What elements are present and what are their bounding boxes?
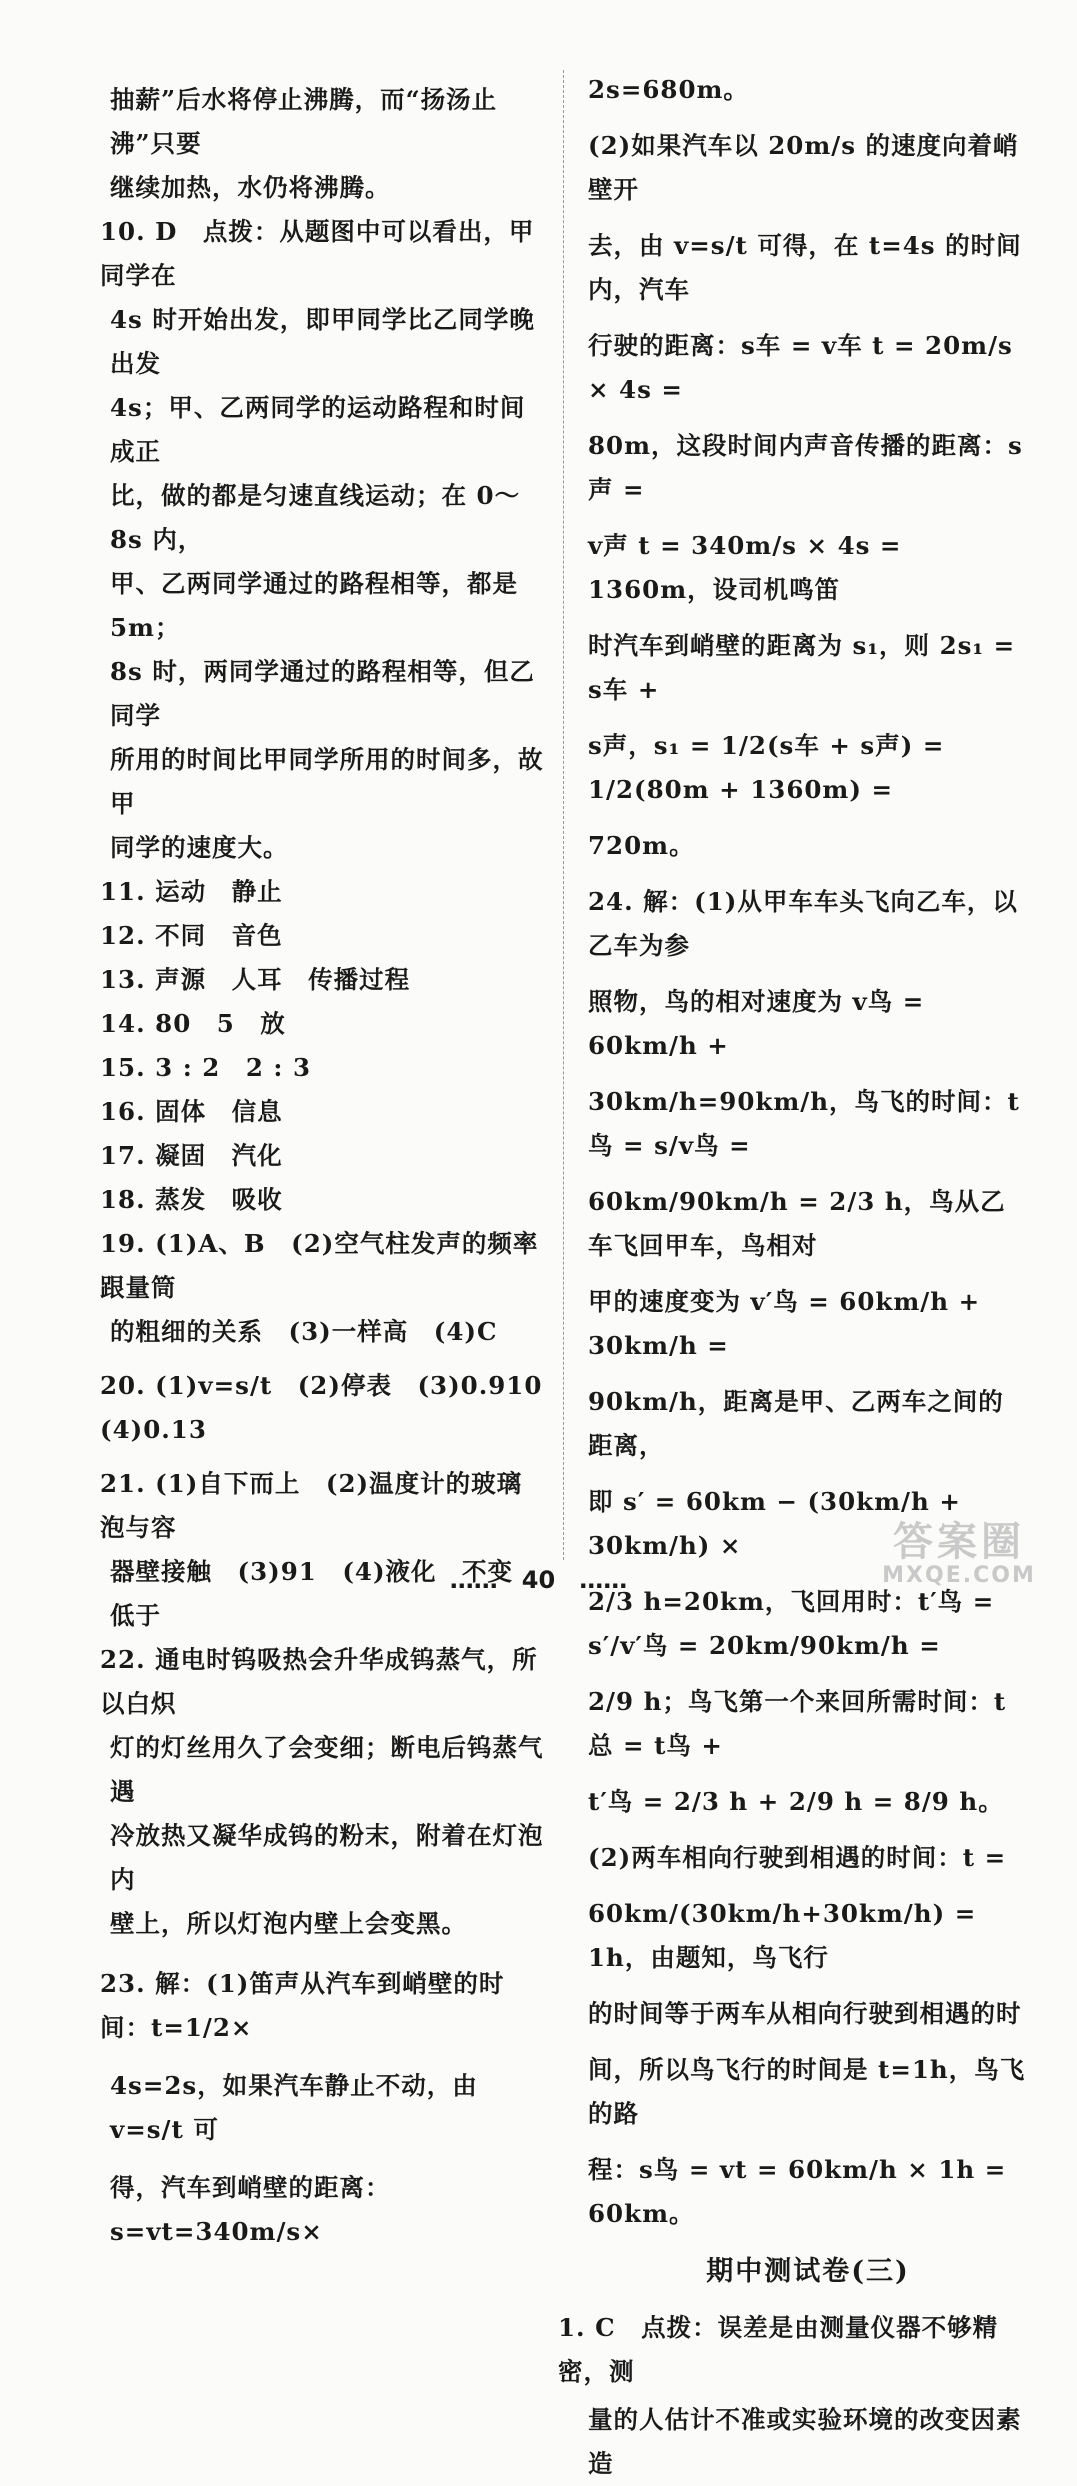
- text-line: 2s=680m。: [588, 75, 749, 104]
- text-line: 22. 通电时钨吸热会升华成钨蒸气，所以白炽: [100, 1645, 538, 1718]
- text-line: 80m，这段时间内声音传播的距离：s声 =: [588, 431, 1023, 504]
- text-line: 4s；甲、乙两同学的运动路程和时间成正: [110, 393, 526, 466]
- text-line: 器壁接触 (3)91 (4)液化 不变: [110, 1557, 514, 1586]
- text-line: 19. (1)A、B (2)空气柱发声的频率跟量筒: [100, 1229, 539, 1302]
- right-column: [558, 75, 1028, 2486]
- watermark-text: 答案圈: [893, 1519, 1025, 1565]
- text-line: 8s 时，两同学通过的路程相等，但乙同学: [110, 657, 535, 730]
- text-line: 21. (1)自下而上 (2)温度计的玻璃泡与容: [100, 1469, 523, 1542]
- text-line: 60km/(30km/h+30km/h) = 1h，由题知，鸟飞行: [588, 1899, 977, 1972]
- text-line: 间，所以鸟飞行的时间是 t=1h，鸟飞的路: [588, 2055, 1026, 2128]
- text-line: 10. D 点拨：从题图中可以看出，甲同学在: [100, 217, 535, 290]
- text-line: 15. 3 : 2 2 : 3: [100, 1053, 312, 1082]
- text-line: 20. (1)v=s/t (2)停表 (3)0.910 (4)0.13: [100, 1371, 568, 1444]
- text-line: (2)两车相向行驶到相遇的时间：t =: [588, 1843, 1007, 1872]
- text-line: 抽薪”后水将停止沸腾，而“扬汤止沸”只要: [110, 85, 498, 158]
- text-line: 时汽车到峭壁的距离为 s₁，则 2s₁ = s车 +: [588, 631, 1016, 704]
- text-line: 2/3 h=20km，飞回用时：t′鸟 = s′/v′鸟 = 20km/90km/h =: [588, 1587, 995, 1660]
- text-line: 12. 不同 音色: [100, 921, 283, 950]
- text-line: 灯的灯丝用久了会变细；断电后钨蒸气遇: [110, 1733, 544, 1806]
- text-line: 11. 运动 静止: [100, 877, 283, 906]
- text-line: 的粗细的关系 (3)一样高 (4)C: [110, 1317, 498, 1346]
- text-line: 所用的时间比甲同学所用的时间多，故甲: [110, 745, 544, 818]
- text-line: 14. 80 5 放: [100, 1009, 286, 1038]
- text-line: 18. 蒸发 吸收: [100, 1185, 283, 1214]
- text-line: 的时间等于两车从相向行驶到相遇的时: [588, 1999, 1022, 2028]
- text-line: 甲、乙两同学通过的路程相等，都是 5m；: [110, 569, 518, 642]
- text-line: 2/9 h；鸟飞第一个来回所需时间：t总 = t鸟 +: [588, 1687, 1007, 1760]
- text-line: 17. 凝固 汽化: [100, 1141, 283, 1170]
- text-line: 4s=2s，如果汽车静止不动，由 v=s/t 可: [110, 2071, 478, 2144]
- text-line: 去，由 v=s/t 可得，在 t=4s 的时间内，汽车: [588, 231, 1022, 304]
- text-line: 23. 解：(1)笛声从汽车到峭壁的时间：t=1/2×: [100, 1969, 505, 2042]
- text-line: 1. C 点拨：误差是由测量仪器不够精密，测: [558, 2313, 999, 2386]
- text-line: 同学的速度大。: [110, 833, 289, 862]
- page-number: …… 40 ……: [449, 1566, 628, 1594]
- watermark-url: MXQE.COM: [882, 1563, 1036, 1588]
- text-line: 得，汽车到峭壁的距离：s=vt=340m/s×: [110, 2173, 391, 2246]
- text-line: 程：s鸟 = vt = 60km/h × 1h = 60km。: [588, 2155, 1007, 2228]
- left-column: [100, 78, 568, 2254]
- text-line: 照物，鸟的相对速度为 v鸟 = 60km/h +: [588, 987, 925, 1060]
- text-line: (2)如果汽车以 20m/s 的速度向着峭壁开: [588, 131, 1019, 204]
- text-line: 比，做的都是匀速直线运动；在 0～8s 内，: [110, 481, 521, 554]
- text-line: 冷放热又凝华成钨的粉末，附着在灯泡内: [110, 1821, 544, 1894]
- text-line: v声 t = 340m/s × 4s = 1360m，设司机鸣笛: [588, 531, 902, 604]
- text-line: t′鸟 = 2/3 h + 2/9 h = 8/9 h。: [588, 1787, 1004, 1816]
- text-line: 30km/h=90km/h，鸟飞的时间：t鸟 = s/v鸟 =: [588, 1087, 1020, 1160]
- text-line: 继续加热，水仍将沸腾。: [110, 173, 391, 202]
- text-line: 低于: [110, 1601, 161, 1630]
- text-line: 行驶的距离：s车 = v车 t = 20m/s × 4s =: [588, 331, 1013, 404]
- text-line: 壁上，所以灯泡内壁上会变黑。: [110, 1909, 467, 1938]
- text-line: 24. 解：(1)从甲车车头飞向乙车，以乙车为参: [588, 887, 1018, 960]
- text-line: 量的人估计不准或实验环境的改变因素造: [588, 2405, 1022, 2478]
- text-line: s声，s₁ = 1/2(s车 + s声) = 1/2(80m + 1360m) =: [588, 731, 945, 804]
- text-line: 13. 声源 人耳 传播过程: [100, 965, 411, 994]
- text-line: 720m。: [588, 831, 695, 860]
- text-line: 90km/h，距离是甲、乙两车之间的距离，: [588, 1387, 1004, 1460]
- text-line: 4s 时开始出发，即甲同学比乙同学晚出发: [110, 305, 535, 378]
- text-line: 16. 固体 信息: [100, 1097, 283, 1126]
- column-divider: [563, 70, 564, 1560]
- text-line: 60km/90km/h = 2/3 h，鸟从乙车飞回甲车，鸟相对: [588, 1187, 1006, 1260]
- text-line: 即 s′ = 60km − (30km/h + 30km/h) ×: [588, 1487, 961, 1560]
- section-title: 期中测试卷(三): [706, 2256, 910, 2287]
- watermark-logo: [859, 1520, 1059, 1590]
- text-line: 甲的速度变为 v′鸟 = 60km/h + 30km/h =: [588, 1287, 981, 1360]
